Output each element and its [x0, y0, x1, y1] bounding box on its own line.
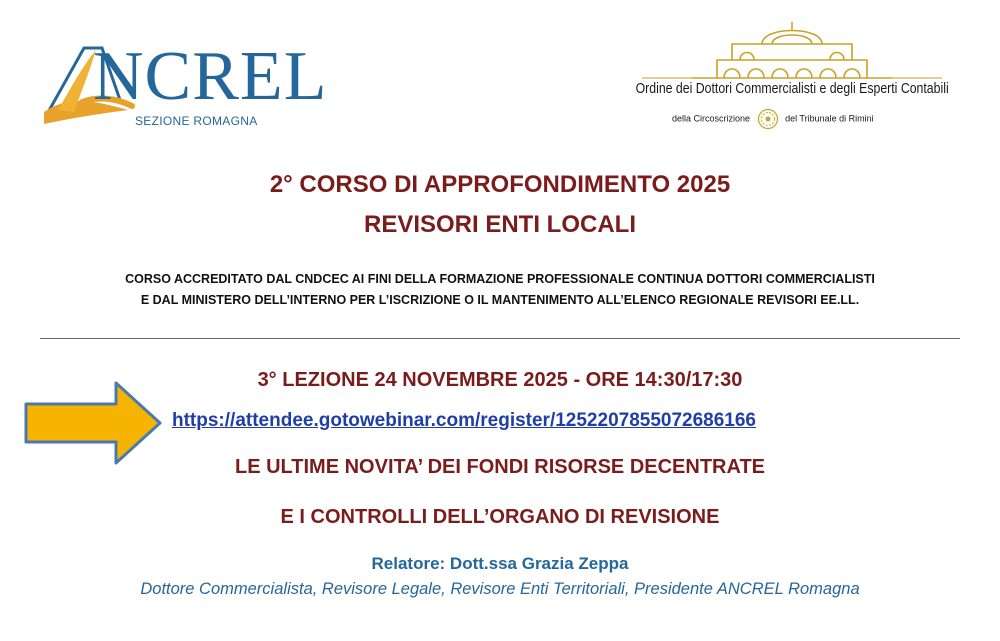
odcec-sub-right: del Tribunale di Rimini	[785, 113, 874, 124]
ancrel-section-label: SEZIONE ROMAGNA	[135, 114, 258, 128]
webinar-register-link[interactable]: https://attendee.gotowebinar.com/register/1252207855072686166	[172, 410, 756, 431]
lesson-topic-line-1: LE ULTIME NOVITA’ DEI FONDI RISORSE DECENTRATE	[234, 456, 766, 478]
ancrel-wordmark: NCREL	[93, 38, 328, 115]
accreditation-line-2: E DAL MINISTERO DELL’INTERNO PER L’ISCRIZIONE O IL MANTENIMENTO ALL’ELENCO REGIONALE REVISORI EE.LL.	[140, 293, 860, 307]
ancrel-logo	[38, 40, 348, 130]
odcec-logo	[622, 20, 962, 135]
odcec-sub-left: della Circoscrizione	[672, 113, 751, 124]
arrow-right-icon	[24, 380, 164, 466]
odcec-subtitle	[672, 108, 912, 130]
speaker-description: Dottore Commercialista, Revisore Legale, Revisore Enti Territoriali, Presidente ANCREL Romagna	[140, 580, 860, 598]
course-title: 2° CORSO DI APPROFONDIMENTO 2025	[269, 171, 731, 198]
speaker-name: Relatore: Dott.ssa Grazia Zeppa	[371, 554, 629, 573]
lesson-date-time: 3° LEZIONE 24 NOVEMBRE 2025 - ORE 14:30/17:30	[257, 369, 743, 391]
lesson-topic-line-2: E I CONTROLLI DELL’ORGANO DI REVISIONE	[280, 506, 720, 528]
accreditation-line-1: CORSO ACCREDITATO DAL CNDCEC AI FINI DELLA FORMAZIONE PROFESSIONALE CONTINUA DOTTORI COMMERCIALISTI	[125, 272, 875, 286]
course-subtitle: REVISORI ENTI LOCALI	[363, 211, 636, 238]
odcec-name: Ordine dei Dottori Commercialisti e degli Esperti Contabili	[635, 80, 949, 97]
divider	[40, 338, 960, 339]
seal-icon	[757, 108, 779, 130]
building-icon	[622, 20, 962, 82]
